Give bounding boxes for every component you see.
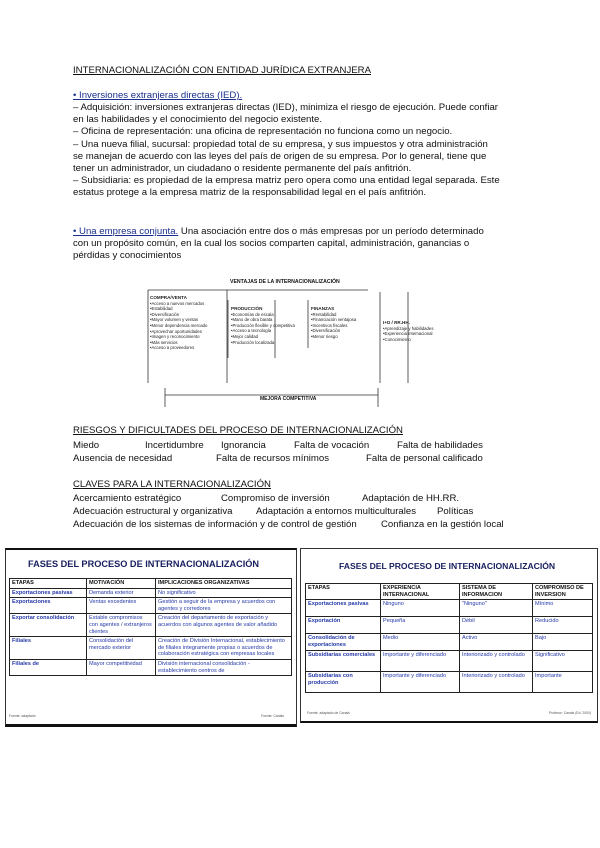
diagram-item: •Mejor calidad (231, 333, 259, 339)
ied-line: se manejan de acuerdo con las leyes del país de origen de su empresa. Por lo general, tiene que (73, 150, 487, 162)
table-row (306, 651, 593, 672)
table-cell: Consolidación del mercado exterior (87, 637, 156, 660)
slide-phases-2 (300, 548, 598, 723)
slide-phases-1 (5, 548, 297, 727)
table-cell: Activo (460, 634, 533, 651)
table-header-row (10, 579, 292, 589)
diagram-item: •Experiencia internacional (383, 331, 433, 337)
diagram-col-produccion (231, 306, 295, 345)
table-cell: Exportación (306, 617, 381, 634)
table-header: EXPERIENCIA INTERNACIONAL (381, 584, 460, 600)
key-item: Adecuación de los sistemas de información y de control de gestión (73, 519, 357, 530)
table-cell: Exportaciones (10, 598, 87, 614)
table-cell: Exportaciones pasivas (10, 588, 87, 598)
key-item: Confianza en la gestión local (381, 519, 504, 530)
table-cell: Exportar consolidación (10, 614, 87, 637)
table-header: SISTEMA DE INFORMACION (460, 584, 533, 600)
table-row (306, 600, 593, 617)
table-header: COMPROMISO DE INVERSION (533, 584, 593, 600)
risks-title: RIESGOS Y DIFICULTADES DEL PROCESO DE INTERNACIONALIZACIÓN (73, 425, 403, 436)
table-header: IMPLICACIONES ORGANIZATIVAS (156, 579, 292, 589)
diagram-item: •Rentabilidad (311, 311, 337, 317)
table-header: ETAPAS (306, 584, 381, 600)
table-row (10, 637, 292, 660)
diagram-item: •Aprendizaje y habilidades (383, 325, 434, 331)
key-item: Acercamiento estratégico (73, 493, 182, 504)
diagram-item: •Incentivos fiscales (311, 322, 348, 328)
diagram-item: •Acceso a proveedores (150, 345, 195, 351)
ied-line: estatus protege a la empresa matriz de la responsabilidad legal en el país anfitrión. (73, 187, 427, 199)
ied-line: tener un administrador, un ciudadano o residente permanente del país anfitrión. (73, 163, 412, 175)
diagram-item: •Imagen y reconocimiento (150, 334, 200, 340)
keys-row-3 (0, 519, 600, 531)
table-cell: Importante y diferenciado (381, 672, 460, 693)
diagram-col-finanzas (311, 306, 356, 340)
diagram-item: •Mano de obra barata (231, 317, 273, 323)
diagram-top-title: VENTAJAS DE LA INTERNACIONALIZACIÓN (230, 279, 340, 285)
table-cell: Filiales de (10, 659, 87, 675)
table-cell: División internacional consolidación - establecimiento centros de (156, 659, 292, 675)
table-cell: Creación de División Internacional, establecimiento de filiales integramente propias o acuerdos de colaboración estratégica con empresas locales (156, 637, 292, 660)
table-cell: Pequeña (381, 617, 460, 634)
page-heading: INTERNACIONALIZACIÓN CON ENTIDAD JURÍDICA EXTRANJERA (73, 65, 371, 76)
table-cell: Estable compromisos con agentes / extranjeros clientes (87, 614, 156, 637)
jv-paragraph (73, 238, 469, 262)
table-cell: Demanda exterior (87, 588, 156, 598)
risk-item: Falta de recursos mínimos (216, 453, 330, 464)
ied-title: • Inversiones extranjeras directas (IED). (73, 90, 243, 101)
ied-paragraph (73, 102, 500, 200)
risk-item: Falta de personal calificado (366, 453, 483, 464)
table-cell: Mínimo (533, 600, 593, 617)
table-row (10, 614, 292, 637)
jv-line-1 (73, 226, 484, 238)
slide-title: FASES DEL PROCESO DE INTERNACIONALIZACIÓN (339, 561, 556, 571)
diagram-item: •Financiación ventajosa (311, 317, 357, 323)
table-cell: Importante y diferenciado (381, 651, 460, 672)
jv-line: pérdidas y conocimientos (73, 250, 182, 262)
diagram-item: •Producción flexible y competitiva (231, 322, 295, 328)
table-cell: Gestión a seguir de la empresa y acuerdos con agentes y corredores (156, 598, 292, 614)
table-cell: Consolidación de exportaciones (306, 634, 381, 651)
risk-item: Ausencia de necesidad (73, 453, 173, 464)
table-cell: Débil (460, 617, 533, 634)
key-item: Adaptación a entornos multiculturales (256, 506, 416, 517)
risk-item: Falta de vocación (294, 440, 370, 451)
table-row (306, 672, 593, 693)
key-item: Adecuación estructural y organizativa (73, 506, 233, 517)
table-cell: No significativo (156, 588, 292, 598)
table-cell: Ventas excedentes (87, 598, 156, 614)
diagram-item: •Diversificación (311, 328, 341, 334)
ied-line: – Subsidiaria: es propiedad de la empresa matriz pero opera como una entidad legal separada. Este (73, 175, 500, 187)
slide-table (9, 578, 292, 676)
risks-row-1 (0, 440, 600, 452)
table-cell: Ninguno (381, 600, 460, 617)
slide-footer-right: Profesor: Canals (Ed. 2000) (549, 711, 592, 715)
diagram-item: •Conocimiento (383, 336, 411, 342)
slide-table (305, 583, 593, 693)
table-cell: Medio (381, 634, 460, 651)
key-item: Adaptación de HH.RR. (362, 493, 460, 504)
table-header: MOTIVACIÓN (87, 579, 156, 589)
table-row (10, 659, 292, 675)
diagram-item: •Diversificación (150, 311, 180, 317)
diagram-item: •Menor dependencia mercado (150, 322, 208, 328)
table-cell: Subsidiarias comerciales (306, 651, 381, 672)
diagram-item: •Estabilidad (150, 306, 173, 312)
table-row (306, 617, 593, 634)
diagram-col-title: I+D / RR.HH. (383, 320, 410, 325)
diagram-item: •Producción localizada (231, 339, 275, 345)
ied-line: – Oficina de representación: una oficina de representación no funciona como un negocio. (73, 126, 453, 138)
risk-item: Incertidumbre (145, 440, 204, 451)
jv-line: con un propósito común, en la cual los socios comparten capital, administración, ganancias o (73, 238, 470, 249)
diagram-item: •Aprovechar oportunidades (150, 328, 202, 334)
ied-line: – Adquisición: inversiones extranjeras directas (IED), minimiza el riesgo de ejecución. Puede confiar (73, 102, 498, 113)
ied-line: – Una nueva filial, sucursal: propiedad total de su empresa, y sus impuestos y otra administración (73, 138, 488, 150)
ied-line: en las habilidades y el conocimiento del negocio existente. (73, 114, 323, 126)
diagram-col-title: COMPRA/VENTA (150, 295, 187, 300)
table-cell: Creación del departamento de exportación y acuerdos con algunos agentes de valor añadido (156, 614, 292, 637)
table-row (306, 634, 593, 651)
diagram-item: •Economías de escala (231, 311, 274, 317)
key-item: Compromiso de inversión (221, 493, 330, 504)
table-cell: Significativo (533, 651, 593, 672)
table-cell: Exportaciones pasivas (306, 600, 381, 617)
table-header: ETAPAS (10, 579, 87, 589)
table-cell: Filiales (10, 637, 87, 660)
table-cell: Mayor competitividad (87, 659, 156, 675)
jv-line-1-text: Una asociación entre dos o más empresas por un período determinado (178, 226, 484, 237)
risk-item: Miedo (73, 440, 100, 451)
risk-item: Falta de habilidades (397, 440, 483, 451)
slide-footer-right: Fuente: Canals (261, 714, 284, 718)
risks-row-2 (0, 453, 600, 465)
keys-row-1 (0, 493, 600, 505)
table-cell: Importante (533, 672, 593, 693)
slide-title: FASES DEL PROCESO DE INTERNACIONALIZACIÓN (28, 559, 260, 569)
key-item: Políticas (437, 506, 474, 517)
advantages-diagram (140, 278, 460, 408)
table-row (10, 598, 292, 614)
diagram-col-id (383, 320, 433, 342)
diagram-col-title: FINANZAS (311, 306, 335, 311)
table-cell: Reducido (533, 617, 593, 634)
diagram-item: •Mayor volumen y ventas (150, 317, 199, 323)
diagram-item: •Menor riesgo (311, 333, 338, 339)
jv-title: • Una empresa conjunta. (73, 226, 179, 237)
keys-row-2 (0, 506, 600, 518)
table-row (10, 588, 292, 598)
diagram-item: •Acceso a nuevos mercados (150, 300, 205, 306)
risk-item: Ignorancia (221, 440, 266, 451)
table-cell: Bajo (533, 634, 593, 651)
keys-title: CLAVES PARA LA INTERNACIONALIZACIÓN (73, 479, 271, 490)
table-cell: Subsidiarias con producción (306, 672, 381, 693)
diagram-col-title: PRODUCCIÓN (231, 306, 263, 311)
table-cell: Interiorizado y controlado (460, 651, 533, 672)
diagram-bottom-title: MEJORA COMPETITIVA (260, 396, 317, 402)
diagram-item: •Acceso a tecnología (231, 328, 272, 334)
diagram-col-compra (150, 295, 207, 351)
table-header-row (306, 584, 593, 600)
diagram-item: •Más servicios (150, 339, 178, 345)
slide-footer-left: Fuente: adaptado de Canals (307, 711, 350, 715)
table-cell: Interiorizado y controlado (460, 672, 533, 693)
slide-footer-left: Fuente: adaptado (9, 714, 36, 718)
table-cell: "Ninguno" (460, 600, 533, 617)
